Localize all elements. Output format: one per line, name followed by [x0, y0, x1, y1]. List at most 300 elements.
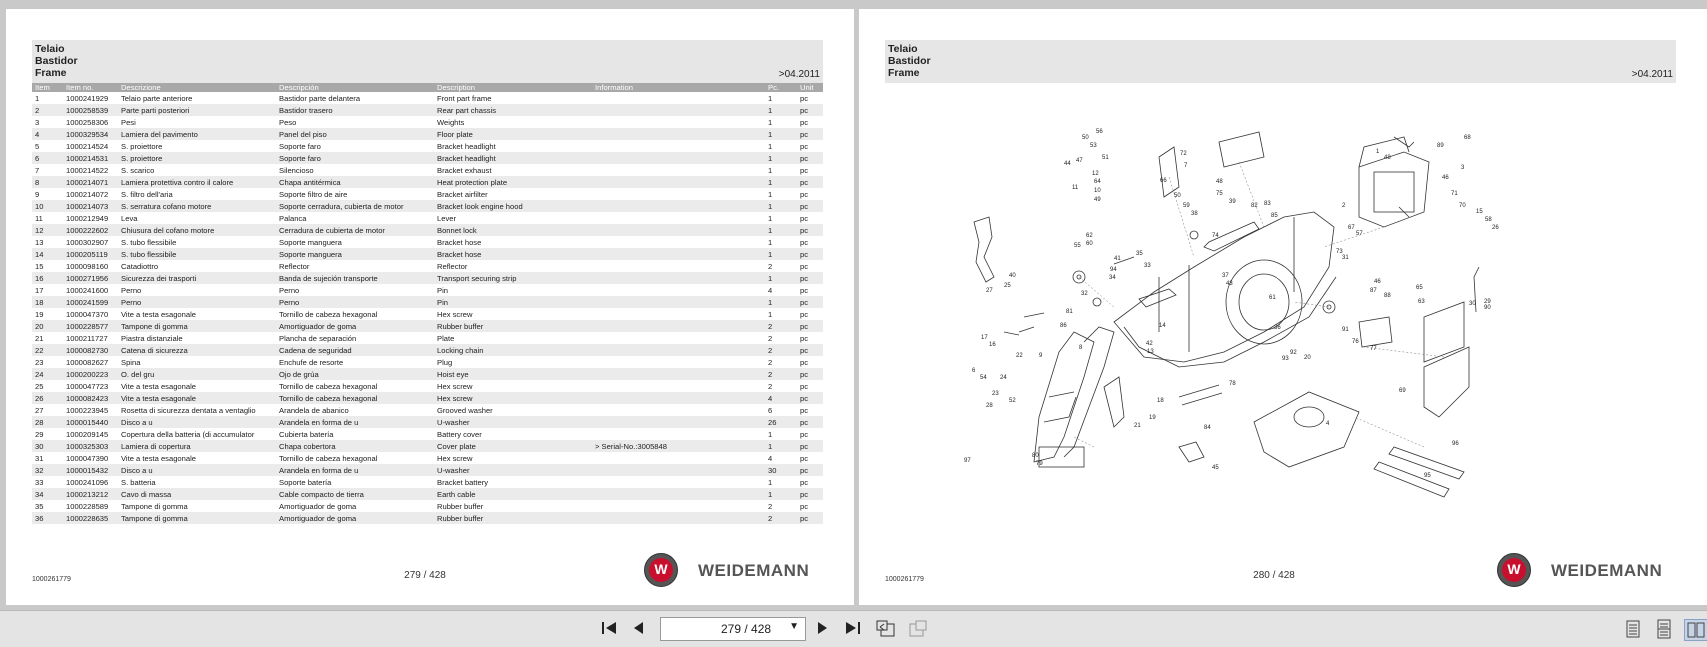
svg-text:91: 91 — [1342, 327, 1349, 333]
svg-text:4: 4 — [1326, 421, 1330, 427]
table-cell: U-washer — [434, 416, 592, 428]
table-cell: pc — [800, 189, 809, 199]
viewer-toolbar — [0, 610, 1707, 647]
go-forward-view-button[interactable] — [907, 619, 929, 639]
table-cell: 5 — [35, 141, 40, 151]
svg-text:21: 21 — [1134, 423, 1141, 429]
svg-text:77: 77 — [1370, 346, 1377, 352]
svg-text:53: 53 — [1090, 143, 1097, 149]
table-cell: Chapa cobertora — [276, 440, 434, 452]
table-cell — [592, 284, 765, 296]
table-cell — [592, 416, 765, 428]
table-cell: Perno — [279, 285, 300, 295]
table-row — [32, 344, 823, 356]
table-cell: 1 — [765, 128, 797, 140]
table-row — [32, 104, 823, 116]
table-cell: 27 — [35, 405, 44, 415]
table-cell: pc — [797, 224, 823, 236]
svg-text:66: 66 — [1160, 178, 1167, 184]
table-cell: 6 — [768, 405, 773, 415]
svg-text:74: 74 — [1212, 233, 1219, 239]
svg-text:83: 83 — [1264, 201, 1271, 207]
first-page-button[interactable] — [598, 619, 620, 639]
single-page-view-button[interactable] — [1622, 619, 1644, 639]
table-cell: Soporte batería — [279, 477, 332, 487]
page-number: 280 / 428 — [1253, 570, 1295, 581]
table-cell: 1000214072 — [66, 189, 109, 199]
table-cell: Catadiottro — [121, 261, 159, 271]
table-cell: pc — [797, 200, 823, 212]
table-row — [32, 176, 823, 188]
table-cell: 2 — [768, 333, 773, 343]
table-cell: S. filtro dell'aria — [121, 189, 173, 199]
table-cell: 1000082730 — [63, 344, 118, 356]
table-cell: Bracket hose — [434, 248, 592, 260]
table-row — [32, 428, 823, 440]
table-cell: 1000241929 — [66, 93, 109, 103]
svg-text:45: 45 — [1212, 465, 1219, 471]
table-cell: 1 — [765, 488, 797, 500]
column-header: Unit — [797, 83, 823, 92]
table-cell: Weights — [437, 117, 465, 127]
weidemann-logo — [1497, 553, 1677, 587]
svg-text:28: 28 — [986, 403, 993, 409]
table-cell: 1 — [768, 189, 773, 199]
table-cell: 28 — [32, 416, 63, 428]
title-english: Frame — [35, 67, 67, 79]
table-cell: pc — [797, 320, 823, 332]
svg-text:54: 54 — [980, 375, 987, 381]
table-row — [32, 356, 823, 368]
table-cell: Parte parti posteriori — [118, 104, 276, 116]
table-cell: 1000302907 — [66, 237, 109, 247]
table-cell: S. scarico — [121, 165, 155, 175]
svg-text:84: 84 — [1204, 425, 1211, 431]
svg-text:69: 69 — [1399, 388, 1406, 394]
table-cell: 13 — [35, 237, 44, 247]
table-cell: 26 — [32, 392, 63, 404]
table-cell: Copertura della batteria (di accumulator — [121, 429, 255, 439]
table-row — [32, 200, 823, 212]
svg-text:52: 52 — [1009, 398, 1016, 404]
table-cell: 1000241599 — [63, 296, 118, 308]
table-cell: 1000047370 — [66, 309, 109, 319]
last-page-icon — [843, 619, 863, 637]
table-cell: 2 — [768, 381, 773, 391]
table-cell: Rubber buffer — [437, 501, 484, 511]
table-cell: 2 — [768, 357, 773, 367]
table-cell: S. tubo flessibile — [118, 248, 276, 260]
document-number: 1000261779 — [885, 576, 924, 583]
table-cell: Arandela en forma de u — [276, 416, 434, 428]
table-cell: pc — [797, 272, 823, 284]
table-cell: Tornillo de cabeza hexagonal — [279, 453, 378, 463]
next-page-button[interactable] — [811, 619, 833, 639]
table-cell: 1000211727 — [66, 333, 108, 343]
table-cell: Amortiguador de goma — [276, 512, 434, 524]
table-cell: pc — [800, 333, 809, 343]
table-cell: Reflector — [279, 261, 310, 271]
page-header — [885, 40, 1676, 83]
table-cell: 29 — [35, 429, 44, 439]
table-cell: Soporte manguera — [279, 237, 342, 247]
table-cell — [592, 476, 765, 488]
back-view-icon — [875, 619, 897, 639]
prev-page-button[interactable] — [628, 619, 650, 639]
svg-text:82: 82 — [1251, 203, 1258, 209]
table-cell: 1 — [768, 165, 773, 175]
table-cell: Piastra distanziale — [121, 333, 183, 343]
table-cell: 36 — [32, 512, 63, 524]
table-cell: 1 — [765, 152, 797, 164]
svg-text:35: 35 — [1136, 251, 1143, 257]
continuous-page-icon — [1655, 619, 1673, 639]
table-cell: pc — [797, 296, 823, 308]
table-cell: 1000082627 — [66, 357, 109, 367]
table-cell: 21 — [35, 333, 44, 343]
table-cell: 4 — [32, 128, 63, 140]
svg-text:63: 63 — [1418, 299, 1425, 305]
page-header — [32, 40, 823, 83]
table-cell: 16 — [32, 272, 63, 284]
table-row — [32, 476, 823, 488]
table-cell: Ojo de grúa — [276, 368, 434, 380]
svg-text:62: 62 — [1086, 233, 1093, 239]
table-cell: 1 — [765, 248, 797, 260]
table-cell: 1 — [768, 309, 773, 319]
table-cell: Plate — [437, 333, 455, 343]
title-spanish: Bastidor — [35, 55, 78, 67]
table-cell: Silencioso — [279, 165, 314, 175]
table-cell: pc — [800, 405, 809, 415]
table-cell: pc — [797, 368, 823, 380]
table-row — [32, 368, 823, 380]
table-cell: 1 — [765, 176, 797, 188]
table-cell: Bracket airfilter — [437, 189, 488, 199]
table-cell: 4 — [765, 392, 797, 404]
svg-text:19: 19 — [1149, 415, 1156, 421]
svg-text:30: 30 — [1469, 301, 1476, 307]
svg-text:6: 6 — [972, 368, 976, 374]
table-cell — [592, 236, 765, 248]
table-cell — [592, 308, 765, 320]
table-cell: Vite a testa esagonale — [118, 392, 276, 404]
continuous-view-button[interactable] — [1653, 619, 1675, 639]
table-row — [32, 140, 823, 152]
table-cell — [592, 332, 765, 344]
table-cell: Sicurezza dei trasporti — [118, 272, 276, 284]
table-cell: 11 — [35, 213, 43, 223]
table-cell: Vite a testa esagonale — [121, 453, 197, 463]
table-cell: Bracket headlight — [434, 152, 592, 164]
two-page-view-button[interactable] — [1684, 619, 1707, 641]
svg-text:3: 3 — [1461, 165, 1465, 171]
svg-text:87: 87 — [1370, 288, 1377, 294]
table-cell: 1000214531 — [63, 152, 118, 164]
title-italian: Telaio — [888, 43, 918, 55]
table-cell: Lamiera del pavimento — [118, 128, 276, 140]
table-cell: Rosetta di sicurezza dentata a ventaglio — [121, 405, 256, 415]
table-cell — [592, 212, 765, 224]
column-header: Descripción — [276, 83, 434, 92]
table-cell: pc — [800, 285, 809, 295]
svg-text:48: 48 — [1384, 155, 1391, 161]
table-cell: Locking chain — [434, 344, 592, 356]
svg-text:33: 33 — [1144, 263, 1151, 269]
table-cell: 1 — [768, 93, 773, 103]
svg-text:44: 44 — [1064, 161, 1071, 167]
table-cell: 9 — [35, 189, 40, 199]
table-cell: Enchufe de resorte — [279, 357, 344, 367]
svg-text:7: 7 — [1184, 163, 1188, 169]
svg-text:18: 18 — [1157, 398, 1164, 404]
table-cell: pc — [800, 477, 809, 487]
table-cell: Soporte filtro de aire — [279, 189, 348, 199]
logo-emblem-icon: W — [644, 553, 678, 587]
svg-text:22: 22 — [1016, 353, 1023, 359]
table-row — [32, 224, 823, 236]
table-cell: Front part frame — [437, 93, 492, 103]
table-cell: 34 — [32, 488, 63, 500]
table-cell — [592, 260, 765, 272]
table-cell: pc — [800, 429, 809, 439]
table-row — [32, 392, 823, 404]
table-cell: Pin — [434, 296, 592, 308]
svg-text:73: 73 — [1336, 249, 1343, 255]
table-cell: Grooved washer — [437, 405, 493, 415]
svg-text:29: 29 — [1484, 299, 1491, 305]
right-page — [859, 9, 1707, 605]
table-cell: Chapa antitérmica — [276, 176, 434, 188]
svg-text:65: 65 — [1416, 285, 1423, 291]
table-cell: 15 — [35, 261, 44, 271]
table-row — [32, 272, 823, 284]
table-cell: 1000223945 — [66, 405, 109, 415]
table-cell: 2 — [765, 368, 797, 380]
svg-text:86: 86 — [1060, 323, 1067, 329]
table-cell: Vite a testa esagonale — [121, 309, 197, 319]
table-row — [32, 152, 823, 164]
svg-text:75: 75 — [1216, 191, 1223, 197]
table-cell — [592, 200, 765, 212]
table-cell: 1000258306 — [66, 117, 109, 127]
table-cell: 2 — [765, 320, 797, 332]
table-cell: Peso — [279, 117, 297, 127]
svg-text:41: 41 — [1114, 256, 1121, 262]
svg-text:46: 46 — [1442, 175, 1449, 181]
table-row — [32, 380, 823, 392]
svg-text:94: 94 — [1110, 267, 1117, 273]
table-row — [32, 440, 823, 452]
page-selector[interactable] — [660, 617, 806, 641]
table-cell: Hex screw — [434, 392, 592, 404]
table-row — [32, 332, 823, 344]
table-cell: 32 — [32, 464, 63, 476]
table-cell — [592, 152, 765, 164]
svg-text:56: 56 — [1096, 129, 1103, 135]
table-cell: pc — [800, 453, 809, 463]
table-cell — [592, 140, 765, 152]
table-cell: Rubber buffer — [434, 320, 592, 332]
table-row — [32, 512, 823, 524]
svg-text:93: 93 — [1282, 356, 1289, 362]
table-cell: S. tubo flessibile — [121, 237, 177, 247]
svg-text:61: 61 — [1269, 295, 1276, 301]
table-cell: 1 — [35, 93, 40, 103]
table-cell: 1000082423 — [63, 392, 118, 404]
table-cell: 1 — [765, 272, 797, 284]
two-page-icon — [1686, 620, 1706, 640]
table-row — [32, 284, 823, 296]
table-cell: 20 — [32, 320, 63, 332]
table-cell: pc — [797, 152, 823, 164]
table-cell: pc — [800, 381, 809, 391]
table-row — [32, 212, 823, 224]
table-cell: Plug — [437, 357, 453, 367]
next-page-icon — [812, 619, 832, 637]
table-cell: Lamiera di copertura — [118, 440, 276, 452]
page-number: 279 / 428 — [404, 570, 446, 581]
table-cell: 2 — [765, 512, 797, 524]
svg-text:14: 14 — [1159, 323, 1166, 329]
table-cell: Telaio parte anteriore — [121, 93, 193, 103]
table-cell — [592, 512, 765, 524]
svg-text:95: 95 — [1424, 473, 1431, 479]
brand-name: WEIDEMANN — [1551, 561, 1663, 580]
table-row — [32, 188, 823, 200]
table-cell: 17 — [35, 285, 44, 295]
svg-text:67: 67 — [1348, 225, 1355, 231]
table-cell — [592, 404, 765, 416]
column-header: Item — [32, 83, 63, 92]
table-cell: 1 — [768, 477, 773, 487]
table-cell: 1000212949 — [66, 213, 109, 223]
table-row — [32, 260, 823, 272]
table-row — [32, 404, 823, 416]
table-cell — [592, 464, 765, 476]
table-cell: Chiusura del cofano motore — [118, 224, 276, 236]
table-cell — [592, 296, 765, 308]
table-row — [32, 296, 823, 308]
table-cell: Earth cable — [434, 488, 592, 500]
table-cell: Soporte manguera — [276, 248, 434, 260]
table-cell — [592, 92, 765, 104]
last-page-button[interactable] — [842, 619, 864, 639]
svg-text:51: 51 — [1102, 155, 1109, 161]
table-cell: Plancha de separación — [279, 333, 357, 343]
table-cell: Amortiguador de goma — [276, 320, 434, 332]
weidemann-logo — [644, 553, 824, 587]
table-cell — [592, 188, 765, 200]
table-cell: 26 — [765, 416, 797, 428]
table-cell: pc — [797, 416, 823, 428]
table-cell: Spina — [121, 357, 141, 367]
table-cell: 4 — [768, 453, 773, 463]
table-cell: Perno — [276, 296, 434, 308]
table-cell — [592, 488, 765, 500]
table-cell: 2 — [768, 261, 773, 271]
table-cell — [592, 392, 765, 404]
single-page-icon — [1624, 619, 1642, 639]
table-cell: Bonnet lock — [434, 224, 592, 236]
table-cell: Heat protection plate — [434, 176, 592, 188]
svg-text:80: 80 — [1032, 453, 1039, 459]
table-cell: 3 — [35, 117, 40, 127]
svg-text:57: 57 — [1356, 231, 1363, 237]
go-back-view-button[interactable] — [875, 619, 897, 639]
svg-text:15: 15 — [1476, 209, 1483, 215]
table-cell: pc — [797, 440, 823, 452]
table-cell — [592, 128, 765, 140]
table-body — [32, 92, 823, 524]
svg-text:40: 40 — [1009, 273, 1016, 279]
validity-date: >04.2011 — [1631, 69, 1673, 80]
column-header: Information — [592, 83, 765, 92]
table-cell: 1000213212 — [63, 488, 118, 500]
table-cell: Battery cover — [437, 429, 482, 439]
table-cell — [592, 356, 765, 368]
table-cell: Disco a u — [118, 416, 276, 428]
table-cell: 1000258539 — [63, 104, 118, 116]
table-cell: 7 — [35, 165, 40, 175]
table-cell: S. proiettore — [118, 152, 276, 164]
table-cell: Soporte faro — [279, 141, 321, 151]
svg-text:24: 24 — [1000, 375, 1007, 381]
table-cell: Cable compacto de tierra — [276, 488, 434, 500]
svg-text:39: 39 — [1229, 199, 1236, 205]
table-cell: 1000241096 — [66, 477, 109, 487]
table-cell: Bracket headlight — [437, 141, 496, 151]
svg-text:23: 23 — [992, 391, 999, 397]
table-cell — [592, 176, 765, 188]
table-cell: pc — [797, 128, 823, 140]
table-cell: 25 — [35, 381, 44, 391]
table-cell: pc — [797, 464, 823, 476]
table-cell: 1 — [765, 224, 797, 236]
table-cell: 24 — [32, 368, 63, 380]
column-header: Description — [434, 83, 592, 92]
table-cell: S. batteria — [121, 477, 156, 487]
table-cell: 1000209145 — [66, 429, 109, 439]
svg-text:32: 32 — [1081, 291, 1088, 297]
svg-text:17: 17 — [981, 335, 988, 341]
left-page — [6, 9, 854, 605]
table-cell: 1000200223 — [63, 368, 118, 380]
table-cell — [592, 344, 765, 356]
table-cell: 33 — [35, 477, 44, 487]
table-cell: 1000228635 — [63, 512, 118, 524]
table-cell: pc — [800, 501, 809, 511]
table-cell: Cubierta batería — [279, 429, 334, 439]
svg-text:64: 64 — [1094, 179, 1101, 185]
table-header — [32, 83, 823, 92]
table-cell: Reflector — [437, 261, 468, 271]
title-spanish: Bastidor — [888, 55, 931, 67]
svg-text:79: 79 — [1036, 461, 1043, 467]
table-cell: > Serial-No.:3005848 — [592, 440, 765, 452]
table-row — [32, 236, 823, 248]
table-cell: pc — [800, 117, 809, 127]
svg-text:48: 48 — [1216, 179, 1223, 185]
svg-text:97: 97 — [964, 458, 971, 464]
table-cell: 2 — [32, 104, 63, 116]
table-cell: 1000228577 — [63, 320, 118, 332]
svg-text:90: 90 — [1484, 305, 1491, 311]
table-cell: Banda de sujeción transporte — [276, 272, 434, 284]
table-cell: pc — [800, 261, 809, 271]
table-cell: Tornillo de cabeza hexagonal — [279, 309, 378, 319]
table-row — [32, 320, 823, 332]
